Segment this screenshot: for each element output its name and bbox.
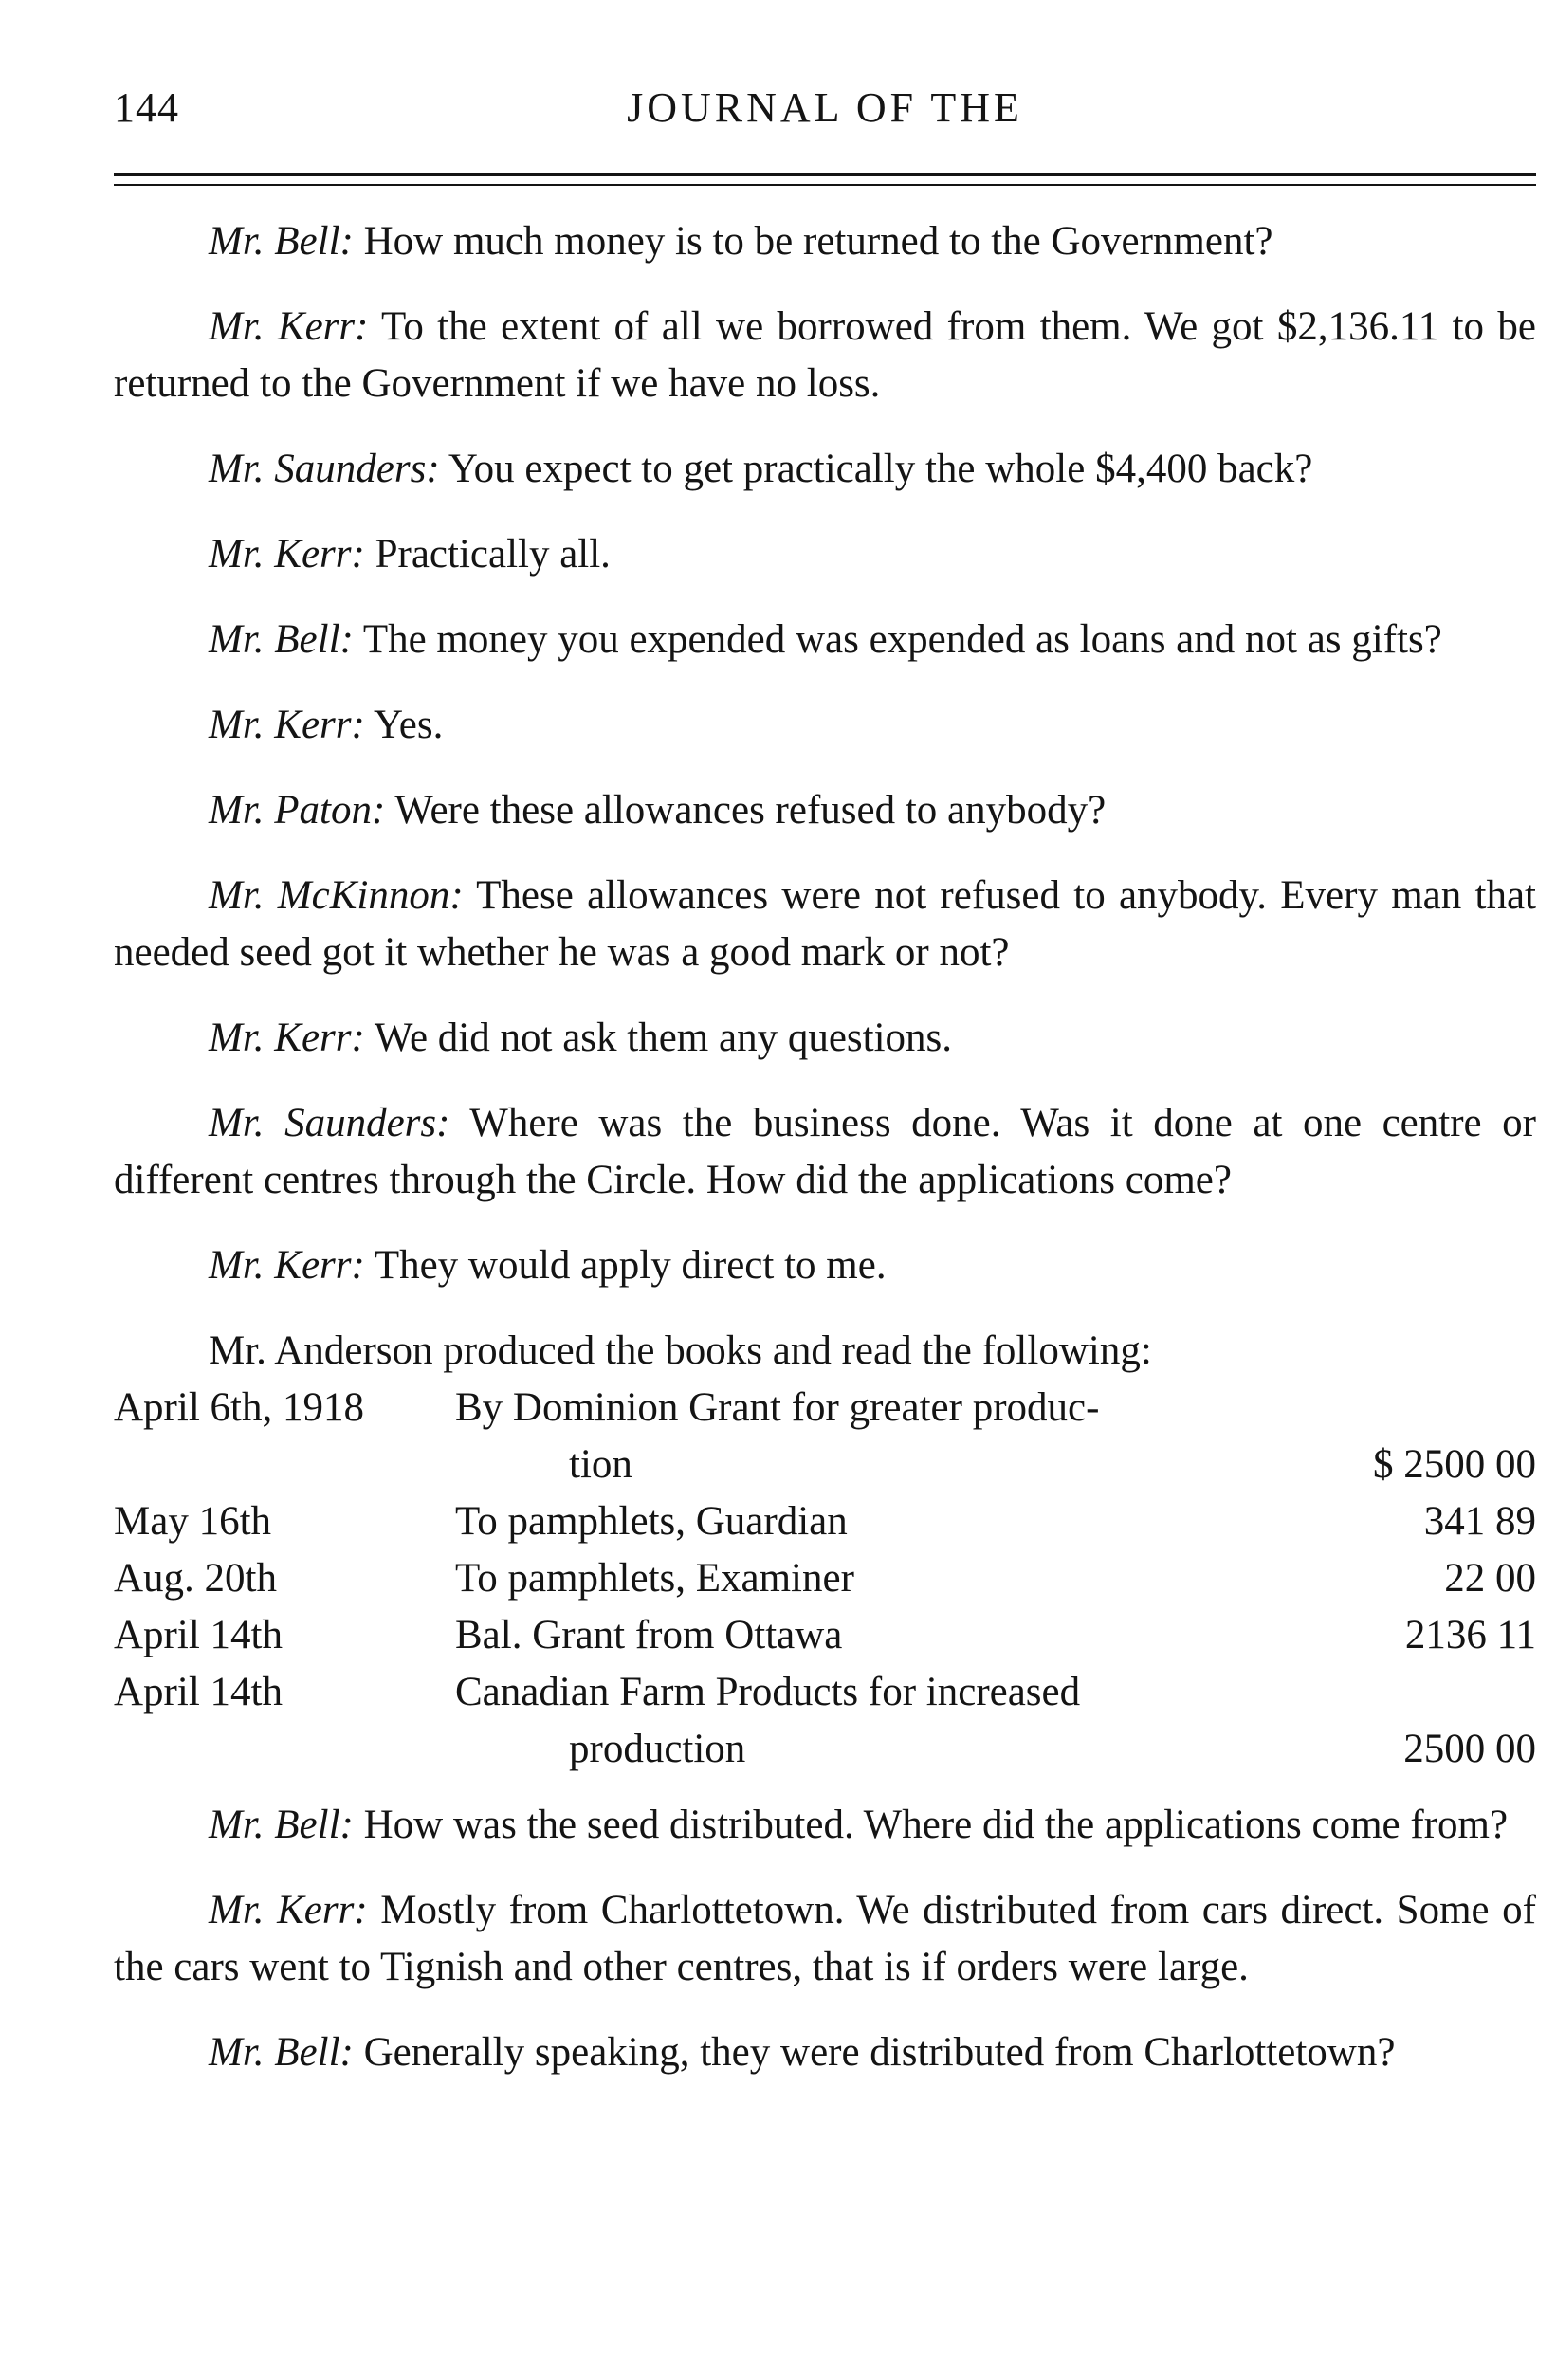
ledger-date: April 14th xyxy=(114,1613,283,1657)
speaker-name: Mr. Saunders: xyxy=(209,1101,450,1145)
header-rule-thin xyxy=(114,184,1536,186)
books-intro: Mr. Anderson produced the books and read the following: xyxy=(209,1328,1152,1373)
speech-text: You expect to get practically the whole $4,400 back? xyxy=(439,447,1313,491)
ledger-date: April 14th xyxy=(114,1670,283,1714)
speech-text: Generally speaking, they were distributed from Charlottetown? xyxy=(353,2030,1396,2075)
ledger-row xyxy=(114,1380,1536,1493)
speaker-name: Mr. Bell: xyxy=(209,1803,354,1847)
ledger-table xyxy=(114,1380,1536,1778)
ledger-amount-spacer xyxy=(1299,1664,1536,1721)
speaker-name: Mr. McKinnon: xyxy=(209,873,464,918)
testimony-paragraph xyxy=(114,1010,1536,1067)
speaker-name: Mr. Kerr: xyxy=(209,304,369,349)
testimony-paragraph xyxy=(114,1095,1536,1209)
ledger-row xyxy=(114,1493,1536,1550)
ledger-description-line: To pamphlets, Guardian xyxy=(455,1499,848,1544)
ledger-description xyxy=(455,1493,1299,1550)
ledger-description-continuation: tion xyxy=(569,1442,632,1487)
speech-text: Yes. xyxy=(364,703,444,747)
testimony-paragraph xyxy=(114,612,1536,668)
testimony-paragraph xyxy=(114,526,1536,583)
ledger-amount xyxy=(1299,1550,1536,1607)
speaker-name: Mr. Bell: xyxy=(209,219,354,264)
speech-text: How was the seed distributed. Where did the applications come from? xyxy=(353,1803,1509,1847)
speech-text: Where was the business done. Was it done at one centre or different centres through the Circle. How did the applications come? xyxy=(114,1101,1536,1202)
speech-text: These allowances were not refused to anybody. Every man that needed seed got it whether he was a good mark or not? xyxy=(114,873,1537,975)
speech-text: The money you expended was expended as loans and not as gifts? xyxy=(353,617,1442,662)
page-number: 144 xyxy=(114,84,179,131)
page-header xyxy=(114,83,1536,140)
speaker-name: Mr. Paton: xyxy=(209,788,386,833)
speaker-name: Mr. Kerr: xyxy=(209,703,365,747)
testimony-paragraph xyxy=(114,299,1536,412)
ledger-amount-value: $ 2500 00 xyxy=(1373,1442,1536,1487)
testimony-after xyxy=(114,1797,1536,2081)
speech-text: Practically all. xyxy=(364,532,611,577)
testimony-paragraph xyxy=(114,441,1536,498)
speech-text: Were these allowances refused to anybody? xyxy=(385,788,1107,833)
ledger-description-line: Canadian Farm Products for increased xyxy=(455,1670,1081,1714)
testimony-paragraph xyxy=(114,868,1536,981)
speech-text: We did not ask them any questions. xyxy=(364,1016,953,1060)
ledger-description-line: By Dominion Grant for greater produc- xyxy=(455,1385,1100,1430)
ledger-description-continuation: production xyxy=(569,1727,746,1771)
ledger-date: April 6th, 1918 xyxy=(114,1385,364,1430)
testimony-paragraph xyxy=(114,2024,1536,2081)
ledger-amount xyxy=(1299,1380,1536,1493)
speech-text: Mostly from Charlottetown. We distributed from cars direct. Some of the cars went to Tignish and other centres, that is if orders were large. xyxy=(114,1888,1537,1989)
speech-text: To the extent of all we borrowed from them. We got $2,136.11 to be returned to the Government if we have no loss. xyxy=(114,304,1537,406)
ledger-description xyxy=(455,1380,1299,1493)
ledger-row xyxy=(114,1664,1536,1778)
speaker-name: Mr. Kerr: xyxy=(209,532,365,577)
ledger-description-line: To pamphlets, Examiner xyxy=(455,1556,854,1601)
ledger-amount xyxy=(1299,1493,1536,1550)
testimony-paragraph xyxy=(114,1797,1536,1854)
speaker-name: Mr. Bell: xyxy=(209,617,354,662)
ledger-date: May 16th xyxy=(114,1499,272,1544)
testimony-paragraph xyxy=(114,782,1536,839)
ledger-row xyxy=(114,1550,1536,1607)
ledger-description-line: Bal. Grant from Ottawa xyxy=(455,1613,843,1657)
ledger-description xyxy=(455,1607,1299,1664)
running-head: JOURNAL OF THE xyxy=(627,84,1023,131)
testimony-paragraph xyxy=(114,213,1536,270)
testimony-paragraph xyxy=(114,697,1536,754)
ledger-amount xyxy=(1299,1664,1536,1778)
speaker-name: Mr. Saunders: xyxy=(209,447,440,491)
speech-text: How much money is to be returned to the Government? xyxy=(353,219,1273,264)
page-body xyxy=(114,213,1536,2110)
header-rule-thick xyxy=(114,173,1536,176)
ledger-description xyxy=(455,1550,1299,1607)
ledger-amount-value: 22 00 xyxy=(1444,1556,1536,1601)
ledger-date: Aug. 20th xyxy=(114,1556,277,1601)
speech-text: They would apply direct to me. xyxy=(364,1243,887,1288)
ledger-row xyxy=(114,1607,1536,1664)
ledger-amount-value: 2136 11 xyxy=(1404,1613,1536,1657)
ledger-amount xyxy=(1299,1607,1536,1664)
testimony-paragraph xyxy=(114,1237,1536,1294)
ledger-amount-value: 2500 00 xyxy=(1403,1727,1536,1771)
speaker-name: Mr. Kerr: xyxy=(209,1016,365,1060)
speaker-name: Mr. Kerr: xyxy=(209,1243,365,1288)
testimony-paragraph xyxy=(114,1882,1536,1996)
testimony-before xyxy=(114,213,1536,1294)
ledger-description xyxy=(455,1664,1299,1778)
speaker-name: Mr. Kerr: xyxy=(209,1888,368,1932)
speaker-name: Mr. Bell: xyxy=(209,2030,354,2075)
ledger-amount-value: 341 89 xyxy=(1423,1499,1536,1544)
ledger-amount-spacer xyxy=(1299,1380,1536,1437)
